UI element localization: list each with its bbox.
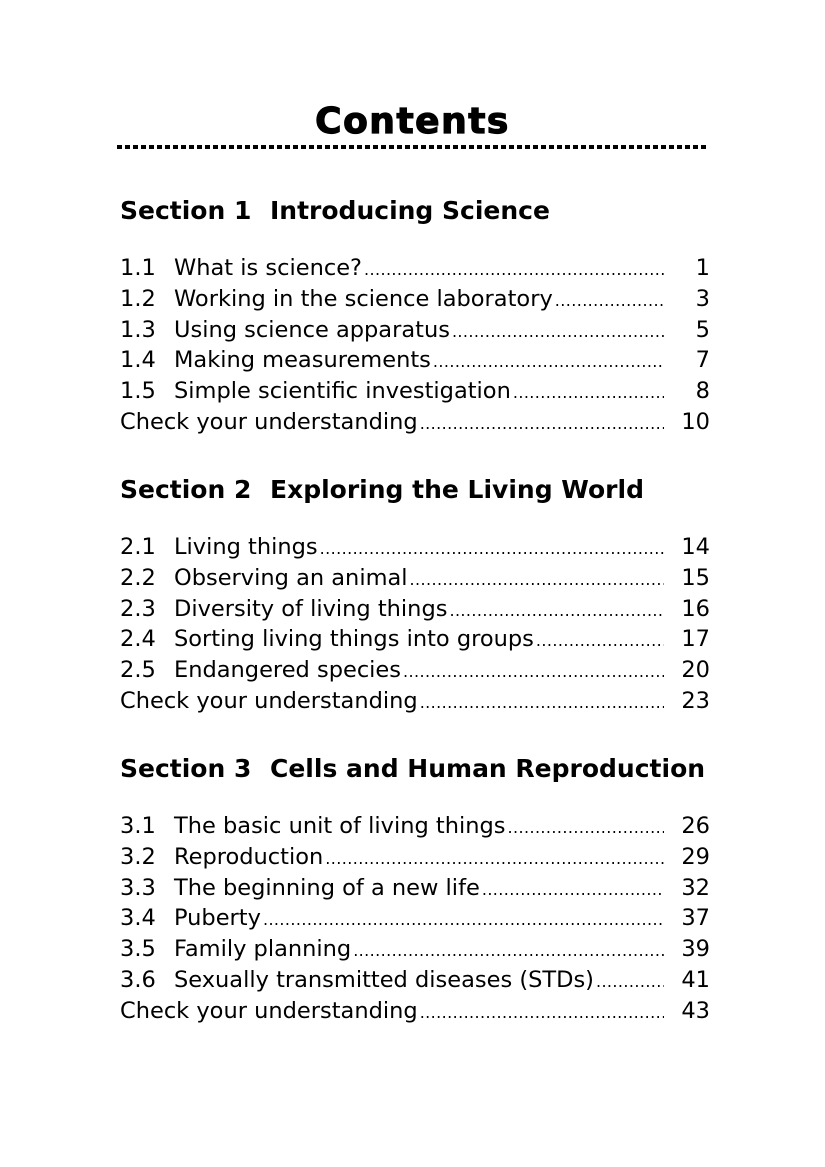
toc-entry[interactable]: [120, 996, 710, 1027]
toc-entry[interactable]: [120, 253, 710, 284]
dot-leader: [433, 347, 664, 378]
title-divider: [117, 145, 709, 149]
dot-leader: [325, 844, 664, 875]
entry-page-number: 41: [681, 966, 710, 993]
entry-number: 3.1: [120, 813, 156, 839]
section-entries: [120, 532, 710, 717]
dot-leader: [353, 936, 664, 967]
section-number: Section 3: [120, 754, 252, 783]
page-title: Contents: [315, 101, 510, 142]
entry-number: 2.3: [120, 595, 156, 622]
entry-number: 3.2: [120, 843, 156, 870]
dot-leader: [420, 688, 664, 719]
entry-page-number: 29: [681, 843, 710, 870]
toc-entry[interactable]: [120, 532, 710, 563]
entry-title: Sexually transmitted diseases (STDs): [174, 966, 594, 993]
section-entries: [120, 811, 710, 1027]
toc-entry[interactable]: [120, 842, 710, 873]
entry-number: 1.3: [120, 316, 156, 343]
entry-title: Endangered species: [174, 657, 401, 684]
dot-leader: [420, 998, 664, 1029]
toc-entry[interactable]: [120, 811, 710, 842]
entry-page-number: 7: [695, 347, 710, 374]
entry-number: 1.4: [120, 347, 156, 374]
toc-entry[interactable]: [120, 624, 710, 655]
dot-leader: [320, 534, 664, 565]
entry-number: 2.1: [120, 534, 156, 560]
entry-number: 1.2: [120, 285, 156, 312]
toc-entry[interactable]: [120, 345, 710, 376]
entry-page-number: 5: [695, 316, 710, 343]
section-heading: [120, 196, 710, 226]
entry-title: Check your understanding: [120, 997, 418, 1024]
entry-title: Simple scientific investigation: [174, 378, 511, 405]
toc-entry[interactable]: [120, 934, 710, 965]
entry-number: 2.2: [120, 564, 156, 591]
entry-page-number: 8: [695, 378, 710, 405]
entry-title: Check your understanding: [120, 408, 418, 435]
dot-leader: [596, 967, 664, 998]
section-name: Cells and Human Reproduction: [270, 754, 706, 783]
section-3: [120, 754, 710, 1027]
entry-number: 3.4: [120, 905, 156, 932]
toc-entry[interactable]: [120, 873, 710, 904]
entry-title: Using science apparatus: [174, 316, 450, 343]
entry-page-number: 14: [681, 534, 710, 560]
section-heading: [120, 754, 710, 784]
entry-title: What is science?: [174, 255, 362, 281]
toc-entry[interactable]: [120, 315, 710, 346]
section-number: Section 1: [120, 196, 252, 225]
entry-number: 1.5: [120, 378, 156, 405]
entry-title: Puberty: [174, 905, 261, 932]
entry-title: Living things: [174, 534, 318, 560]
dot-leader: [508, 813, 664, 844]
entry-number: 3.6: [120, 966, 156, 993]
toc-entry[interactable]: [120, 965, 710, 996]
toc-entry[interactable]: [120, 376, 710, 407]
entry-page-number: 17: [681, 626, 710, 653]
entry-page-number: 39: [681, 936, 710, 963]
toc-entry[interactable]: [120, 655, 710, 686]
toc-entry[interactable]: [120, 284, 710, 315]
entry-page-number: 43: [681, 997, 710, 1024]
dot-leader: [482, 875, 664, 906]
dot-leader: [555, 286, 664, 317]
entry-title: The beginning of a new life: [174, 874, 480, 901]
dot-leader: [452, 317, 664, 348]
dot-leader: [420, 409, 664, 440]
dot-leader: [364, 255, 664, 286]
entry-title: Observing an animal: [174, 564, 408, 591]
entry-page-number: 3: [695, 285, 710, 312]
entry-number: 2.4: [120, 626, 156, 653]
entry-page-number: 37: [681, 905, 710, 932]
entry-title: Sorting living things into groups: [174, 626, 534, 653]
dot-leader: [263, 905, 664, 936]
section-2: [120, 475, 710, 717]
section-heading: [120, 475, 710, 505]
dot-leader: [403, 657, 664, 688]
entry-title: Family planning: [174, 936, 352, 963]
entry-title: Diversity of living things: [174, 595, 448, 622]
entry-page-number: 1: [695, 255, 710, 281]
toc-entry[interactable]: [120, 594, 710, 625]
entry-number: 3.3: [120, 874, 156, 901]
section-name: Introducing Science: [270, 196, 550, 225]
entry-page-number: 23: [681, 687, 710, 714]
section-name: Exploring the Living World: [270, 475, 644, 504]
entry-page-number: 32: [681, 874, 710, 901]
toc-entry[interactable]: [120, 686, 710, 717]
dot-leader: [536, 626, 664, 657]
entry-number: 3.5: [120, 936, 156, 963]
entry-title: Working in the science laboratory: [174, 285, 553, 312]
entry-number: 1.1: [120, 255, 156, 281]
entry-title: Reproduction: [174, 843, 324, 870]
section-entries: [120, 253, 710, 438]
toc-entry[interactable]: [120, 903, 710, 934]
entry-number: 2.5: [120, 657, 156, 684]
dot-leader: [410, 565, 664, 596]
entry-page-number: 15: [681, 564, 710, 591]
entry-title: Making measurements: [174, 347, 431, 374]
section-number: Section 2: [120, 475, 252, 504]
entry-page-number: 16: [681, 595, 710, 622]
dot-leader: [449, 596, 664, 627]
entry-title: Check your understanding: [120, 687, 418, 714]
toc-entry[interactable]: [120, 563, 710, 594]
entry-page-number: 26: [681, 813, 710, 839]
entry-page-number: 10: [681, 408, 710, 435]
entry-page-number: 20: [681, 657, 710, 684]
dot-leader: [513, 378, 664, 409]
section-1: [120, 196, 710, 438]
toc-entry[interactable]: [120, 407, 710, 438]
entry-title: The basic unit of living things: [174, 813, 506, 839]
